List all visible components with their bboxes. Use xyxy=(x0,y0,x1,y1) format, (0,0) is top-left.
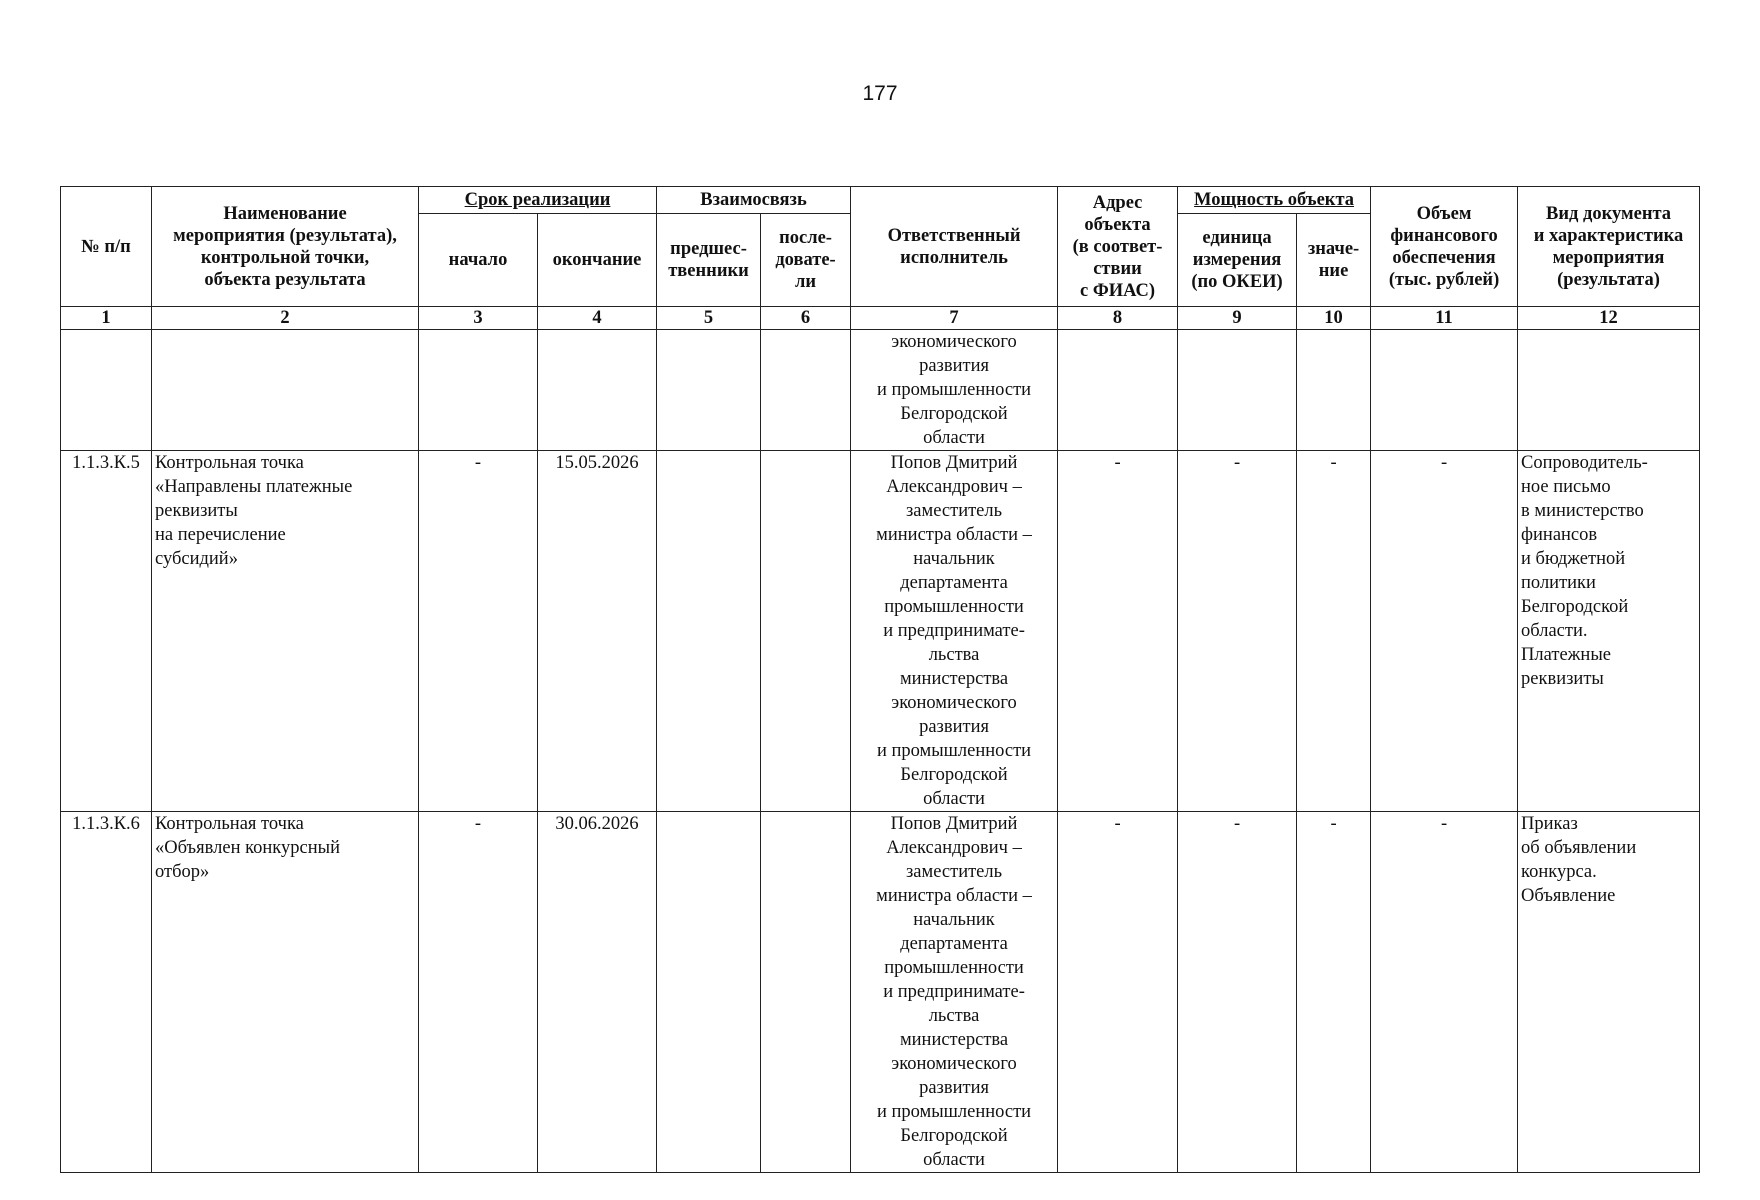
cell-end: 30.06.2026 xyxy=(538,812,657,1173)
cell-succ xyxy=(761,451,851,812)
column-number: 4 xyxy=(538,307,657,330)
cell-doc: Сопроводитель- ное письмо в министерство финансов и бюджетной политики Белгородской области. Платежные реквизиты xyxy=(1518,451,1700,812)
cell-unit xyxy=(1178,330,1297,451)
cell-doc: Приказ об объявлении конкурса. Объявление xyxy=(1518,812,1700,1173)
cell-start xyxy=(419,330,538,451)
cell-value xyxy=(1297,330,1371,451)
cell-num: 1.1.3.К.5 xyxy=(61,451,152,812)
column-number: 8 xyxy=(1058,307,1178,330)
column-number: 12 xyxy=(1518,307,1700,330)
column-number-row xyxy=(61,307,1700,330)
header-period-start: начало xyxy=(419,214,538,307)
cell-end xyxy=(538,330,657,451)
cell-address: - xyxy=(1058,812,1178,1173)
header-relation-succ: после- довате- ли xyxy=(761,214,851,307)
cell-name xyxy=(152,330,419,451)
plan-table xyxy=(60,186,1700,1173)
table-row xyxy=(61,330,1700,451)
cell-succ xyxy=(761,812,851,1173)
cell-num: 1.1.3.К.6 xyxy=(61,812,152,1173)
header-capacity: Мощность объекта xyxy=(1178,187,1371,214)
cell-start: - xyxy=(419,451,538,812)
cell-unit: - xyxy=(1178,451,1297,812)
cell-finance: - xyxy=(1371,451,1518,812)
column-number: 2 xyxy=(152,307,419,330)
cell-pred xyxy=(657,330,761,451)
header-finance: Объем финансового обеспечения (тыс. рублей) xyxy=(1371,187,1518,307)
cell-value: - xyxy=(1297,812,1371,1173)
cell-unit: - xyxy=(1178,812,1297,1173)
column-number: 9 xyxy=(1178,307,1297,330)
header-name: Наименование мероприятия (результата), контрольной точки, объекта результата xyxy=(152,187,419,307)
column-number: 5 xyxy=(657,307,761,330)
cell-end: 15.05.2026 xyxy=(538,451,657,812)
cell-num xyxy=(61,330,152,451)
column-number: 3 xyxy=(419,307,538,330)
table-header xyxy=(61,187,1700,330)
cell-succ xyxy=(761,330,851,451)
cell-finance xyxy=(1371,330,1518,451)
column-number: 10 xyxy=(1297,307,1371,330)
column-number: 11 xyxy=(1371,307,1518,330)
cell-responsible: Попов Дмитрий Александрович – заместитель министра области – начальник департамента промышленности и предпринимате- льства министерства экономического развития и промышленности Белгородской области xyxy=(851,812,1058,1173)
cell-responsible: экономического развития и промышленности Белгородской области xyxy=(851,330,1058,451)
header-address: Адрес объекта (в соответ- ствии с ФИАС) xyxy=(1058,187,1178,307)
header-capacity-unit: единица измерения (по ОКЕИ) xyxy=(1178,214,1297,307)
header-capacity-value: значе- ние xyxy=(1297,214,1371,307)
header-responsible: Ответственный исполнитель xyxy=(851,187,1058,307)
cell-name: Контрольная точка «Объявлен конкурсный отбор» xyxy=(152,812,419,1173)
header-relation: Взаимосвязь xyxy=(657,187,851,214)
column-number: 1 xyxy=(61,307,152,330)
cell-start: - xyxy=(419,812,538,1173)
header-relation-pred: предшес- твенники xyxy=(657,214,761,307)
cell-responsible: Попов Дмитрий Александрович – заместитель министра области – начальник департамента промышленности и предпринимате- льства министерства экономического развития и промышленности Белгородской области xyxy=(851,451,1058,812)
table-row xyxy=(61,812,1700,1173)
cell-address: - xyxy=(1058,451,1178,812)
header-num: № п/п xyxy=(61,187,152,307)
page-number: 177 xyxy=(862,82,898,105)
cell-name: Контрольная точка «Направлены платежные реквизиты на перечисление субсидий» xyxy=(152,451,419,812)
cell-address xyxy=(1058,330,1178,451)
header-period: Срок реализации xyxy=(419,187,657,214)
header-period-end: окончание xyxy=(538,214,657,307)
cell-doc xyxy=(1518,330,1700,451)
cell-value: - xyxy=(1297,451,1371,812)
cell-pred xyxy=(657,812,761,1173)
column-number: 7 xyxy=(851,307,1058,330)
cell-pred xyxy=(657,451,761,812)
table-row xyxy=(61,451,1700,812)
cell-finance: - xyxy=(1371,812,1518,1173)
header-doc: Вид документа и характеристика мероприятия (результата) xyxy=(1518,187,1700,307)
column-number: 6 xyxy=(761,307,851,330)
